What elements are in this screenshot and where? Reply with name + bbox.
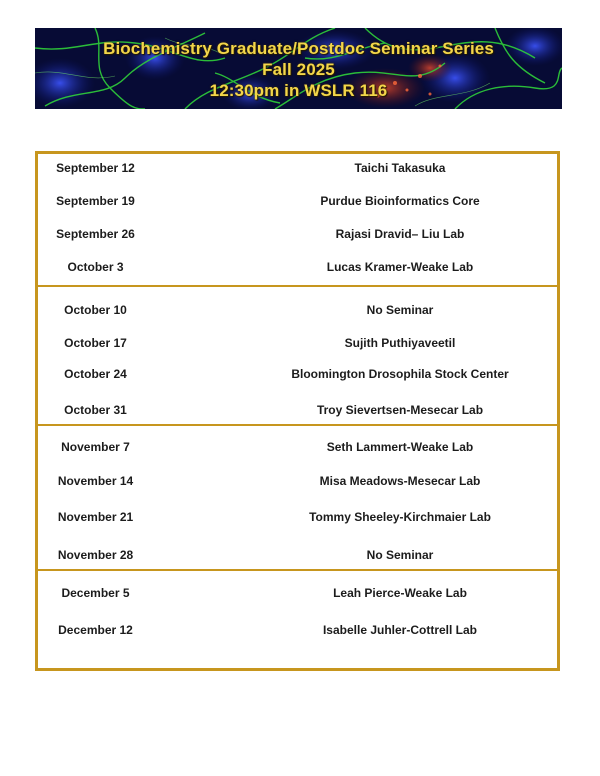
seminar-speaker: Isabelle Juhler-Cottrell Lab xyxy=(322,623,478,637)
seminar-speaker: No Seminar xyxy=(366,548,434,562)
seminar-speaker: Leah Pierce-Weake Lab xyxy=(333,586,467,600)
time-location: 12:30pm in WSLR 116 xyxy=(209,81,388,100)
seminar-speaker: Misa Meadows-Mesecar Lab xyxy=(319,474,481,488)
seminar-speaker: Sujith Puthiyaveetil xyxy=(344,336,456,350)
month-divider xyxy=(38,569,557,571)
seminar-date: November 7 xyxy=(61,440,130,454)
seminar-date: October 24 xyxy=(64,367,127,381)
seminar-date: October 17 xyxy=(64,336,127,350)
schedule-row xyxy=(38,437,557,457)
seminar-speaker: Lucas Kramer-Weake Lab xyxy=(326,260,474,274)
schedule-row xyxy=(38,191,557,211)
seminar-date: December 5 xyxy=(61,586,130,600)
seminar-date: October 3 xyxy=(67,260,124,274)
schedule-row xyxy=(38,224,557,244)
schedule-row xyxy=(38,257,557,277)
month-divider xyxy=(38,285,557,287)
seminar-speaker: Troy Sievertsen-Mesecar Lab xyxy=(316,403,484,417)
schedule-row xyxy=(38,507,557,527)
semester-label: Fall 2025 xyxy=(262,60,335,79)
seminar-speaker: Rajasi Dravid– Liu Lab xyxy=(335,227,465,241)
series-title: Biochemistry Graduate/Postdoc Seminar Series xyxy=(103,39,494,58)
seminar-date: September 12 xyxy=(56,161,135,175)
seminar-speaker: Seth Lammert-Weake Lab xyxy=(326,440,474,454)
schedule-row xyxy=(38,583,557,603)
month-divider xyxy=(38,424,557,426)
seminar-date: November 14 xyxy=(57,474,134,488)
seminar-date: November 28 xyxy=(57,548,134,562)
schedule-row xyxy=(38,300,557,320)
seminar-speaker: No Seminar xyxy=(366,303,434,317)
schedule-row xyxy=(38,333,557,353)
seminar-speaker: Purdue Bioinformatics Core xyxy=(320,194,480,208)
schedule-row xyxy=(38,471,557,491)
seminar-date: November 21 xyxy=(57,510,134,524)
seminar-date: October 10 xyxy=(64,303,127,317)
schedule-row xyxy=(38,400,557,420)
banner-title-block xyxy=(35,28,562,109)
seminar-date: December 12 xyxy=(58,623,133,637)
schedule-row xyxy=(38,620,557,640)
seminar-date: September 26 xyxy=(56,227,135,241)
schedule-row xyxy=(38,545,557,565)
seminar-speaker: Tommy Sheeley-Kirchmaier Lab xyxy=(309,510,491,524)
schedule-row xyxy=(38,158,557,178)
header-banner xyxy=(35,28,562,109)
seminar-speaker: Taichi Takasuka xyxy=(354,161,446,175)
schedule-row xyxy=(38,364,557,384)
seminar-speaker: Bloomington Drosophila Stock Center xyxy=(291,367,509,381)
seminar-date: October 31 xyxy=(64,403,127,417)
seminar-date: September 19 xyxy=(56,194,135,208)
schedule-table xyxy=(35,151,560,671)
